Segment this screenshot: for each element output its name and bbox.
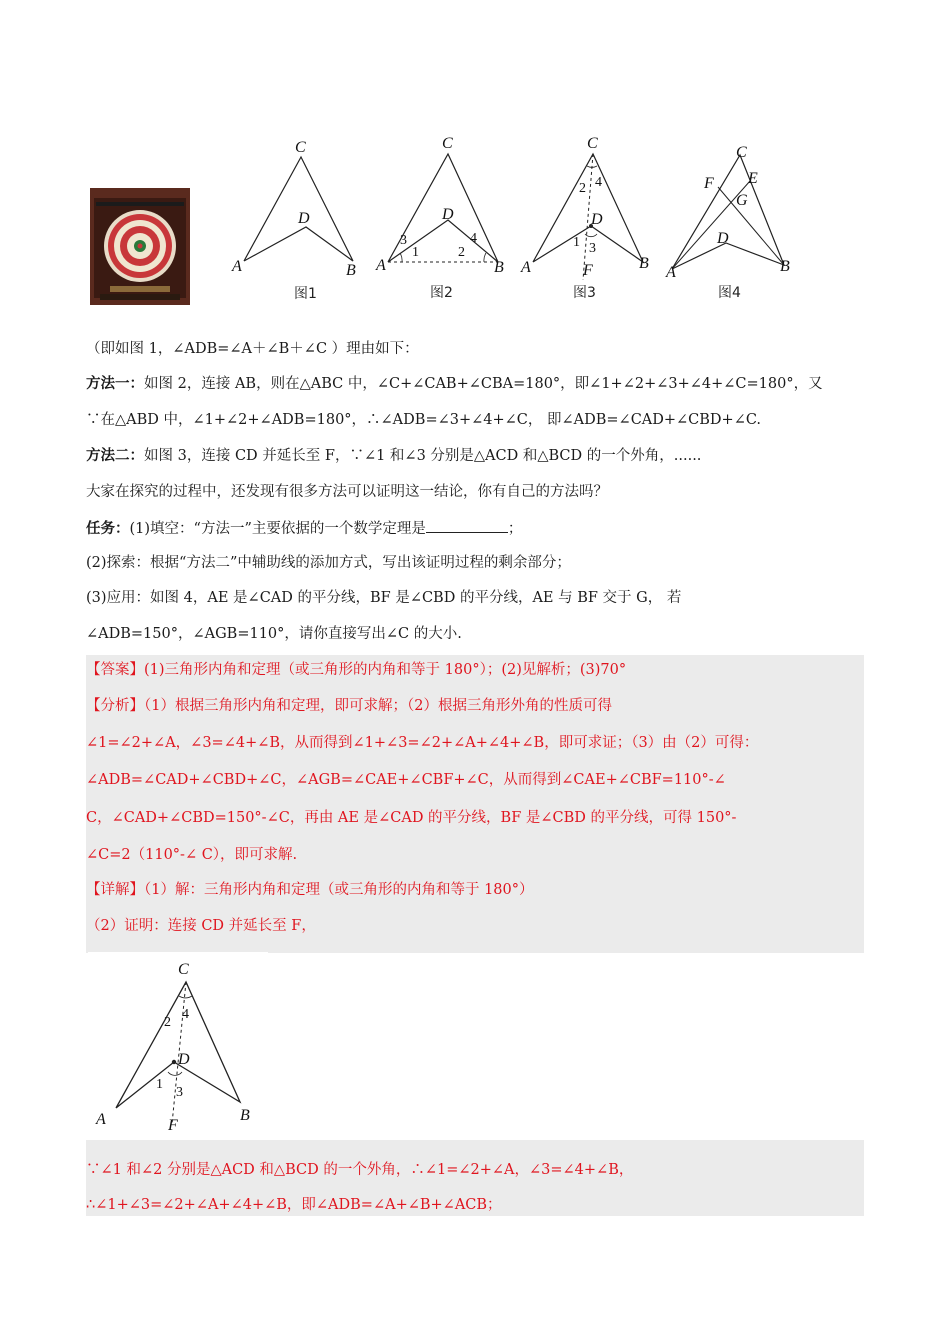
angle-1-label: 1 <box>156 1077 163 1092</box>
angle-2-label: 2 <box>579 181 586 196</box>
task-2-line: (2)探索：根据“方法二”中辅助线的添加方式，写出该证明过程的剩余部分； <box>86 555 571 571</box>
point-a-label: A <box>232 258 242 275</box>
analysis-line-5: ∠C=2（110°-∠ C），即可求解. <box>86 847 298 863</box>
angle-3-label: 3 <box>589 241 596 256</box>
point-b-label: B <box>346 262 356 279</box>
point-a-label: A <box>521 259 531 276</box>
task-1-line: 任务：(1)填空：“方法一”主要依据的一个数学定理是 ； <box>86 520 523 537</box>
dartboard-photo <box>90 188 190 305</box>
angle-2-label: 2 <box>458 245 465 260</box>
angle-3-label: 3 <box>400 233 407 248</box>
point-c-label: C <box>178 961 189 978</box>
task-3-line-1: (3)应用：如图 4，AE 是∠CAD 的平分线，BF 是∠CBD 的平分线，AE 与 BF 交于 G， 若 <box>86 590 682 606</box>
detail-line-1: 【详解】（1）解：三角形内角和定理（或三角形的内角和等于 180°） <box>86 882 534 898</box>
answer-blank <box>426 518 508 533</box>
figure-4 <box>662 135 807 305</box>
point-f-label: F <box>168 1117 178 1134</box>
angle-4-label: 4 <box>595 175 602 190</box>
point-a-label: A <box>96 1111 106 1128</box>
figure-1 <box>228 135 368 305</box>
method-2-line: 方法二：如图 3，连接 CD 并延长至 F，∵∠1 和∠3 分别是△ACD 和△BCD 的一个外角，...... <box>86 447 702 464</box>
figure-2-caption: 图2 <box>430 285 453 301</box>
point-f-label: F <box>704 175 714 192</box>
proof-line-2: ∴∠1+∠3=∠2+∠A+∠4+∠B，即∠ADB=∠A+∠B+∠ACB； <box>86 1197 502 1213</box>
analysis-line-2: ∠1=∠2+∠A，∠3=∠4+∠B，从而得到∠1+∠3=∠2+∠A+∠4+∠B，即可求证；（3）由（2）可得： <box>86 735 759 751</box>
proof-line-1: ∵∠1 和∠2 分别是△ACD 和△BCD 的一个外角，∴∠1=∠2+∠A，∠3=∠4+∠B， <box>86 1162 634 1178</box>
angle-1-label: 1 <box>573 235 580 250</box>
figure-2 <box>372 130 517 305</box>
point-f-label: F <box>583 262 593 279</box>
point-a-label: A <box>666 264 676 281</box>
explore-line: 大家在探究的过程中，还发现有很多方法可以证明这一结论，你有自己的方法吗？ <box>86 484 608 500</box>
point-c-label: C <box>442 135 453 152</box>
solution-figure <box>88 952 268 1138</box>
point-b-label: B <box>494 259 504 276</box>
figure-4-caption: 图4 <box>718 285 741 301</box>
detail-line-2: （2）证明：连接 CD 并延长至 F， <box>86 918 316 934</box>
figure-3-caption: 图3 <box>573 285 596 301</box>
point-d-label: D <box>717 230 729 247</box>
analysis-line-3: ∠ADB=∠CAD+∠CBD+∠C，∠AGB=∠CAE+∠CBF+∠C，从而得到∠CAE+∠CBF=110°-∠ <box>86 772 726 788</box>
point-c-label: C <box>295 139 306 156</box>
point-d-label: D <box>178 1051 190 1068</box>
figure-3 <box>517 130 662 305</box>
point-b-label: B <box>240 1107 250 1124</box>
point-b-label: B <box>780 258 790 275</box>
analysis-line-1: 【分析】（1）根据三角形内角和定理，即可求解；（2）根据三角形外角的性质可得 <box>86 698 612 714</box>
point-a-label: A <box>376 257 386 274</box>
point-d-label: D <box>298 210 310 227</box>
point-c-label: C <box>587 135 598 152</box>
point-e-label: E <box>748 170 758 187</box>
task-3-line-2: ∠ADB=150°，∠AGB=110°，请你直接写出∠C 的大小. <box>86 626 462 642</box>
point-d-label: D <box>442 206 454 223</box>
point-d-label: D <box>591 211 603 228</box>
angle-4-label: 4 <box>470 231 477 246</box>
point-g-label: G <box>736 192 748 209</box>
angle-4-label: 4 <box>182 1007 189 1022</box>
answer-line: 【答案】(1)三角形内角和定理（或三角形的内角和等于 180°）；(2)见解析；(3)70° <box>86 662 627 678</box>
method-1-line-1: 方法一：如图 2，连接 AB，则在△ABC 中，∠C+∠CAB+∠CBA=180°，即∠1+∠2+∠3+∠4+∠C=180°，又 <box>86 375 823 392</box>
angle-1-label: 1 <box>412 245 419 260</box>
analysis-line-4: C，∠CAD+∠CBD=150°-∠C，再由 AE 是∠CAD 的平分线，BF 是∠CBD 的平分线，可得 150°- <box>86 810 737 826</box>
point-b-label: B <box>639 255 649 272</box>
point-c-label: C <box>736 144 747 161</box>
figure-1-caption: 图1 <box>294 286 317 302</box>
angle-3-label: 3 <box>176 1085 183 1100</box>
intro-line: （即如图 1，∠ADB=∠A＋∠B＋∠C ）理由如下： <box>86 341 419 357</box>
method-1-line-2: ∵在△ABD 中，∠1+∠2+∠ADB=180°，∴∠ADB=∠3+∠4+∠C， 即∠ADB=∠CAD+∠CBD+∠C. <box>86 412 762 428</box>
angle-2-label: 2 <box>164 1015 171 1030</box>
